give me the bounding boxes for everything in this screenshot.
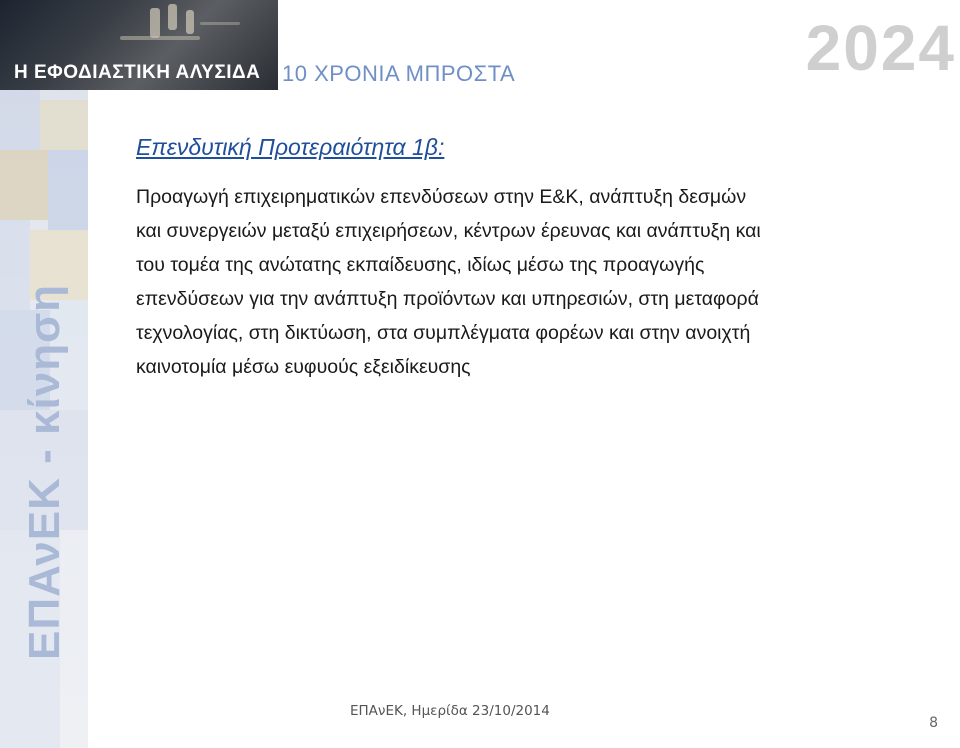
- header-banner: [0, 0, 960, 90]
- footer-text: ΕΠΑνΕΚ, Ημερίδα 23/10/2014: [350, 703, 550, 719]
- year-logo: 2024: [805, 12, 956, 84]
- body-line: επενδύσεων για την ανάπτυξη προϊόντων και υπηρεσιών, στη μεταφορά: [136, 288, 759, 310]
- page-number: 8: [929, 715, 938, 731]
- body-line: και συνεργειών μεταξύ επιχειρήσεων, κέντρων έρευνας και ανάπτυξη και: [136, 220, 761, 242]
- main-content: [136, 132, 936, 384]
- section-heading: Επενδυτική Προτεραιότητα 1β:: [136, 134, 445, 160]
- body-line: καινοτομία μέσω ευφυούς εξειδίκευσης: [136, 356, 471, 378]
- body-paragraph: [136, 180, 936, 384]
- banner-subtitle: 10 ΧΡΟΝΙΑ ΜΠΡΟΣΤΑ: [282, 61, 516, 86]
- sidebar-vertical-text: ΕΠΑνΕΚ - κίνηση: [20, 283, 69, 660]
- left-decorative-strip: [0, 90, 88, 748]
- body-line: Προαγωγή επιχειρηματικών επενδύσεων στην Ε&Κ, ανάπτυξη δεσμών: [136, 186, 747, 208]
- banner-title: Η ΕΦΟΔΙΑΣΤΙΚΗ ΑΛΥΣΙΔΑ: [14, 62, 261, 83]
- body-line: τεχνολογίας, στη δικτύωση, στα συμπλέγματα φορέων και στην ανοιχτή: [136, 322, 751, 344]
- body-line: του τομέα της ανώτατης εκπαίδευσης, ιδίως μέσω της προαγωγής: [136, 254, 705, 276]
